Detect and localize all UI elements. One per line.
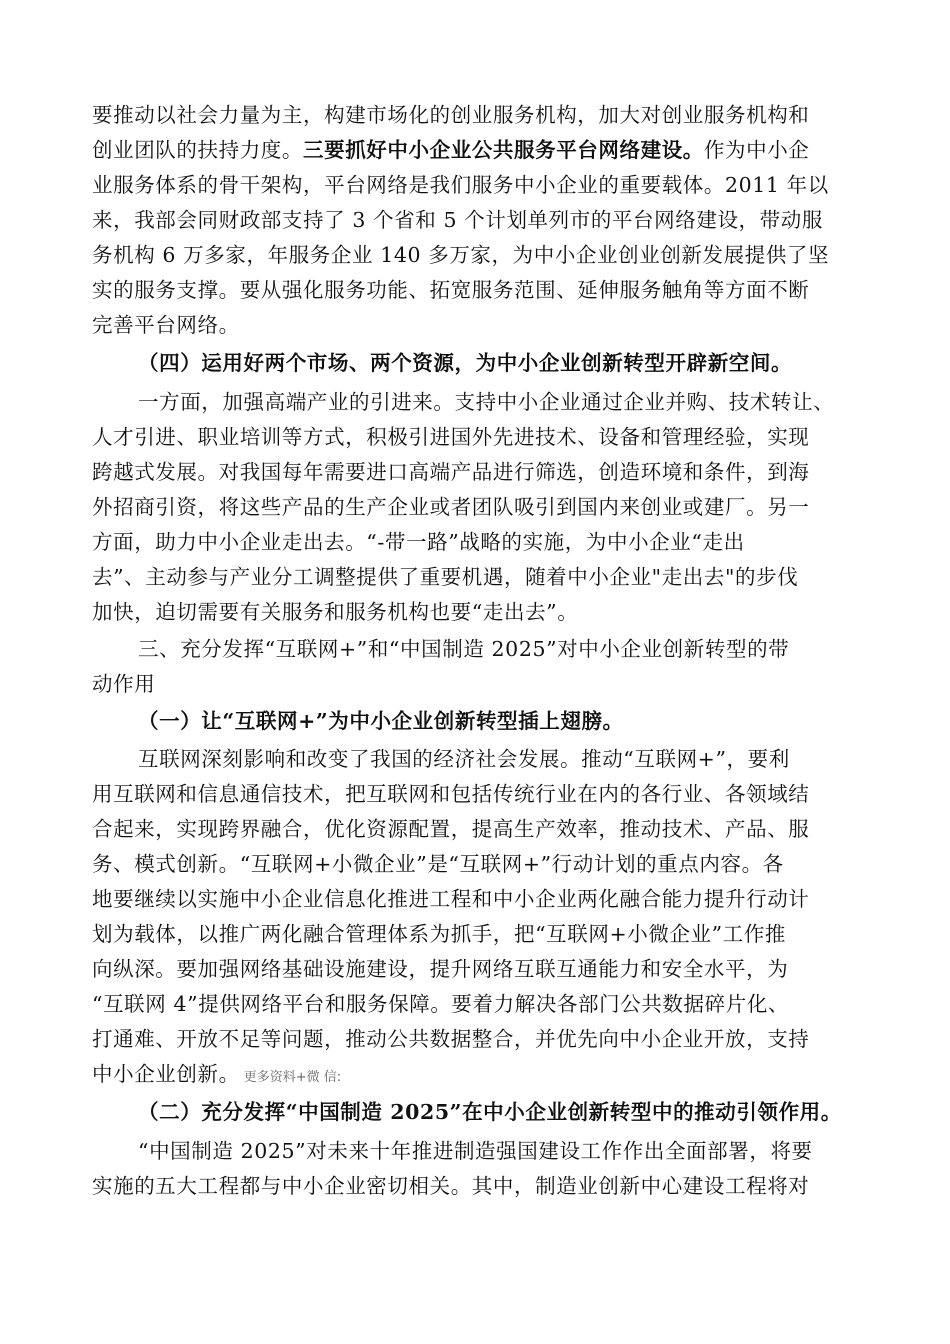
paragraph-line: 加快，迫切需要有关服务和服务机构也要“走出去”。	[92, 600, 579, 624]
paragraph-line: “互联网 4”提供网络平台和服务保障。要着力解决各部门公共数据碎片化、	[92, 992, 790, 1016]
paragraph-line: 业服务体系的骨干架构，平台网络是我们服务中小企业的重要载体。2011 年以	[92, 173, 829, 197]
section-heading: （二）充分发挥“中国制造 2025”在中小企业创新转型中的推动引领作用。	[138, 1100, 842, 1124]
paragraph-line: 向纵深。要加强网络基础设施建设，提升网络互联互通能力和安全水平，为	[92, 957, 789, 981]
text-run: 作为中小企	[703, 138, 810, 162]
section-heading: （四）运用好两个市场、两个资源，为中小企业创新转型开辟新空间。	[138, 351, 793, 375]
watermark-note: 更多资料+微 信:	[243, 1070, 342, 1085]
paragraph-line	[92, 132, 809, 168]
chapter-heading: 三、充分发挥“互联网+”和“中国制造 2025”对中小企业创新转型的带	[138, 637, 790, 661]
paragraph-line: 划为载体，以推广两化融合管理体系为抓手，把“互联网+小微企业”工作推	[92, 922, 787, 946]
paragraph-line: 外招商引资，将这些产品的生产企业或者团队吸引到国内来创业或建厂。另一	[92, 495, 810, 519]
text-run: 中小企业创新。	[92, 1062, 240, 1086]
paragraph-line: 完善平台网络。	[92, 313, 240, 337]
chapter-heading-cont: 动作用	[92, 672, 156, 696]
paragraph-line: 跨越式发展。对我国每年需要进口高端产品进行筛选，创造环境和条件，到海	[92, 460, 810, 484]
text-run: 创业团队的扶持力度。	[92, 138, 303, 162]
paragraph-line: 一方面，加强高端产业的引进来。支持中小企业通过企业并购、技术转让、	[138, 390, 835, 414]
paragraph-line: 方面，助力中小企业走出去。“-带一路”战略的实施，为中小企业“走出	[92, 530, 745, 554]
paragraph-line: 去”、主动参与产业分工调整提供了重要机遇，随着中小企业"走出去"的步伐	[92, 565, 799, 589]
bold-emphasis: 三要抓好中小企业公共服务平台网络建设。	[303, 138, 704, 162]
paragraph-line: 来，我部会同财政部支持了 3 个省和 5 个计划单列市的平台网络建设，带动服	[92, 208, 823, 232]
paragraph-line: “中国制造 2025”对未来十年推进制造强国建设工作作出全面部署，将要	[138, 1139, 813, 1163]
paragraph-line	[92, 1056, 341, 1096]
paragraph-line: 打通难、开放不足等问题，推动公共数据整合，并优先向中小企业开放，支持	[92, 1027, 810, 1051]
paragraph-line: 用互联网和信息通信技术，把互联网和包括传统行业在内的各行业、各领域结	[92, 782, 810, 806]
section-heading: （一）让“互联网+”为中小企业创新转型插上翅膀。	[138, 709, 624, 733]
paragraph-line: 实施的五大工程都与中小企业密切相关。其中，制造业创新中心建设工程将对	[92, 1174, 810, 1198]
paragraph-line: 合起来，实现跨界融合，优化资源配置，提高生产效率，推动技术、产品、服	[92, 817, 810, 841]
paragraph-line: 地要继续以实施中小企业信息化推进工程和中小企业两化融合能力提升行动计	[92, 887, 810, 911]
paragraph-line: 务机构 6 万多家，年服务企业 140 多万家，为中小企业创业创新发展提供了坚	[92, 243, 830, 267]
paragraph-line: 实的服务支撑。要从强化服务功能、拓宽服务范围、延伸服务触角等方面不断	[92, 278, 810, 302]
paragraph-line: 务、模式创新。“互联网+小微企业”是“互联网+”行动计划的重点内容。各	[92, 852, 784, 876]
paragraph-line: 互联网深刻影响和改变了我国的经济社会发展。推动“互联网+”，要利	[138, 747, 790, 771]
paragraph-line: 人才引进、职业培训等方式，积极引进国外先进技术、设备和管理经验，实现	[92, 425, 810, 449]
paragraph-line: 要推动以社会力量为主，构建市场化的创业服务机构，加大对创业服务机构和	[92, 103, 810, 127]
